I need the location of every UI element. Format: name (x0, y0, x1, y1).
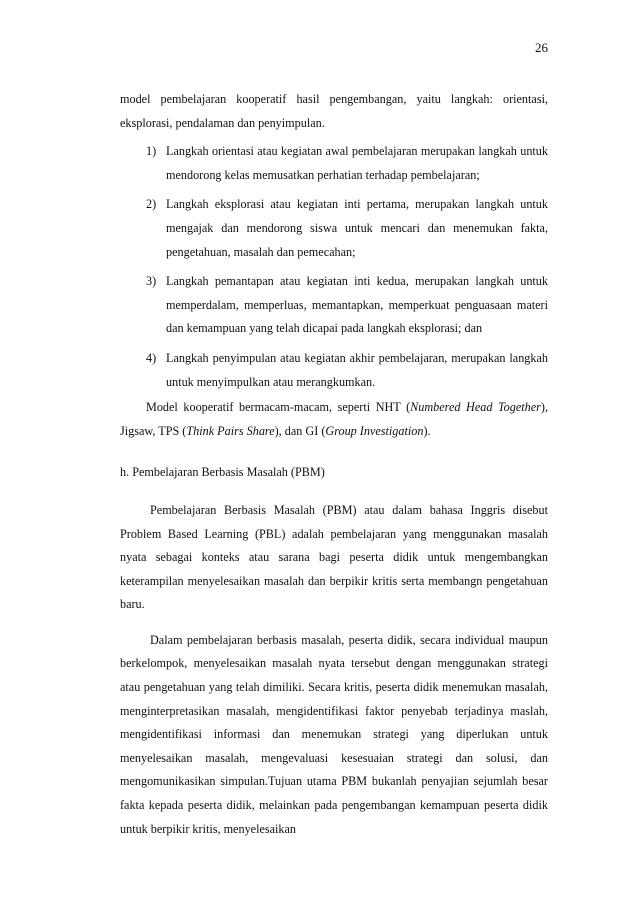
section-heading: h. Pembelajaran Berbasis Masalah (PBM) (120, 465, 325, 480)
list-item-text: Langkah eksplorasi atau kegiatan inti pertama, merupakan langkah untuk mengajak dan mendorong siswa untuk mencari dan menemukan fakta, pengetahuan, masalah dan pemecahan; (166, 197, 548, 259)
list-item (120, 193, 548, 264)
list-item-number: 4) (146, 350, 157, 365)
list-item-number: 1) (146, 144, 157, 159)
list-item-text: Langkah penyimpulan atau kegiatan akhir pembelajaran, merupakan langkah untuk menyimpulkan atau merangkumkan. (166, 350, 548, 389)
closing-text-3: ), dan GI ( (274, 423, 326, 438)
page-number: 26 (535, 40, 548, 55)
nht-term: Numbered Head Together (410, 400, 541, 415)
list-item (120, 270, 548, 341)
pbm-process-paragraph: Dalam pembelajaran berbasis masalah, peserta didik, secara individual maupun berkelompok, menyelesaikan masalah nyata tersebut dengan menggunakan strategi atau pengetahuan yang telah dimiliki. Secara kritis, peserta didik menemukan masalah, menginterpretasikan masalah, mengidentifikasi faktor penyebab terjadinya maslah, mengidentifikasi informasi dan menemukan strategi yang diperlukan untuk menyelesaikan masalah, mengevaluasi kesesuaian strategi dan solusi, dan mengomunikasikan simpulan.Tujuan utama PBM bukanlah penyajian sejumlah besar fakta kepada peserta didik, melainkan pada pengembangan kemampuan peserta didik untuk berpikir kritis, menyelesaikan (120, 632, 548, 836)
closing-text-4: ). (423, 423, 431, 438)
page-body (120, 88, 548, 841)
steps-list (120, 140, 548, 394)
cooperative-models-paragraph (120, 396, 548, 443)
closing-text-2: ), Jigsaw, TPS ( (120, 400, 549, 438)
list-item (120, 140, 548, 187)
pbm-definition-paragraph: Pembelajaran Berbasis Masalah (PBM) atau dalam bahasa Inggris disebut Problem Based Learning (PBL) adalah pembelajaran yang menggunakan masalah nyata sebagai konteks atau sarana bagi peserta didik untuk mengembangkan keterampilan menyelesaikan masalah dan berpikir kritis serta membangn pengetahuan baru. (120, 502, 548, 612)
list-item-number: 3) (146, 274, 157, 289)
closing-text-1: Model kooperatif bermacam-macam, seperti NHT ( (146, 400, 411, 415)
intro-paragraph: model pembelajaran kooperatif hasil pengembangan, yaitu langkah: orientasi, eksplorasi, pendalaman dan penyimpulan. (120, 92, 548, 130)
list-item-number: 2) (146, 197, 157, 212)
list-item-text: Langkah orientasi atau kegiatan awal pembelajaran merupakan langkah untuk mendorong kelas memusatkan perhatian terhadap pembelajaran; (166, 144, 548, 182)
tps-term: Think Pairs Share (186, 423, 275, 438)
list-item-text: Langkah pemantapan atau kegiatan inti kedua, merupakan langkah untuk memperdalam, memperluas, memantapkan, memperkuat penguasaan materi dan kemampuan yang telah dicapai pada langkah eksplorasi; dan (166, 274, 548, 336)
list-item (120, 347, 548, 394)
gi-term: Group Investigation (325, 423, 424, 438)
